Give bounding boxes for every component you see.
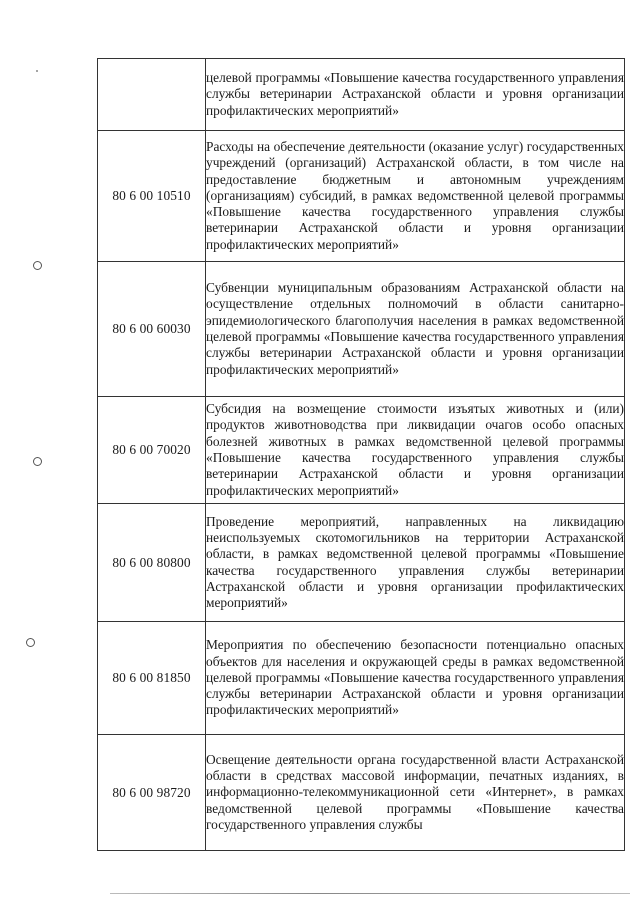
code-cell: 80 6 00 81850 bbox=[98, 622, 206, 735]
code-cell bbox=[98, 59, 206, 131]
table-row bbox=[98, 397, 625, 504]
table-row bbox=[98, 262, 625, 397]
table-row bbox=[98, 131, 625, 262]
punch-hole-icon bbox=[33, 261, 42, 270]
description-cell: Освещение деятельности органа государственной власти Астраханской области в средствах массовой информации, печатных изданиях, в информационно-телекоммуникационной сети «Интернет», в рамках ведомственной целевой программы «Повышение качества государственного управления службы bbox=[206, 735, 625, 851]
description-cell: Субвенции муниципальным образованиям Астраханской области на осуществление отдельных полномочий в области санитарно-эпидемиологического благополучия населения в рамках ведомственной целевой программы «Повышение качества государственного управления службы ветеринарии Астраханской области и уровня организации профилактических мероприятий» bbox=[206, 262, 625, 397]
table-row bbox=[98, 622, 625, 735]
budget-classification-table bbox=[97, 58, 625, 851]
code-cell: 80 6 00 10510 bbox=[98, 131, 206, 262]
punch-hole-icon bbox=[33, 457, 42, 466]
table-row bbox=[98, 735, 625, 851]
code-cell: 80 6 00 60030 bbox=[98, 262, 206, 397]
description-cell: целевой программы «Повышение качества государственного управления службы ветеринарии Астраханской области и уровня организации профилактических мероприятий» bbox=[206, 59, 625, 131]
code-cell: 80 6 00 98720 bbox=[98, 735, 206, 851]
description-cell: Мероприятия по обеспечению безопасности потенциально опасных объектов для населения и окружающей среды в рамках ведомственной целевой программы «Повышение качества государственного управления службы ветеринарии Астраханской области и уровня организации профилактических мероприятий» bbox=[206, 622, 625, 735]
description-cell: Субсидия на возмещение стоимости изъятых животных и (или) продуктов животноводства при ликвидации очагов особо опасных болезней животных в рамках ведомственной целевой программы «Повышение качества государственного управления службы ветеринарии Астраханской области и уровня организации профилактических мероприятий» bbox=[206, 397, 625, 504]
description-cell: Проведение мероприятий, направленных на ликвидацию неиспользуемых скотомогильников на территории Астраханской области, в рамках ведомственной целевой программы «Повышение качества государственного управления службы ветеринарии Астраханской области и уровня организации профилактических мероприятий» bbox=[206, 504, 625, 622]
description-cell: Расходы на обеспечение деятельности (оказание услуг) государственных учреждений (организаций) Астраханской области, в том числе на предоставление бюджетным и автономным учреждениям (организациям) субсидий, в рамках ведомственной целевой программы «Повышение качества государственного управления службы ветеринарии Астраханской области и уровня организации профилактических мероприятий» bbox=[206, 131, 625, 262]
table-row bbox=[98, 504, 625, 622]
scan-speck bbox=[36, 70, 38, 72]
code-cell: 80 6 00 70020 bbox=[98, 397, 206, 504]
code-cell: 80 6 00 80800 bbox=[98, 504, 206, 622]
page-bottom-edge bbox=[110, 893, 630, 894]
table-row bbox=[98, 59, 625, 131]
punch-hole-icon bbox=[26, 638, 35, 647]
